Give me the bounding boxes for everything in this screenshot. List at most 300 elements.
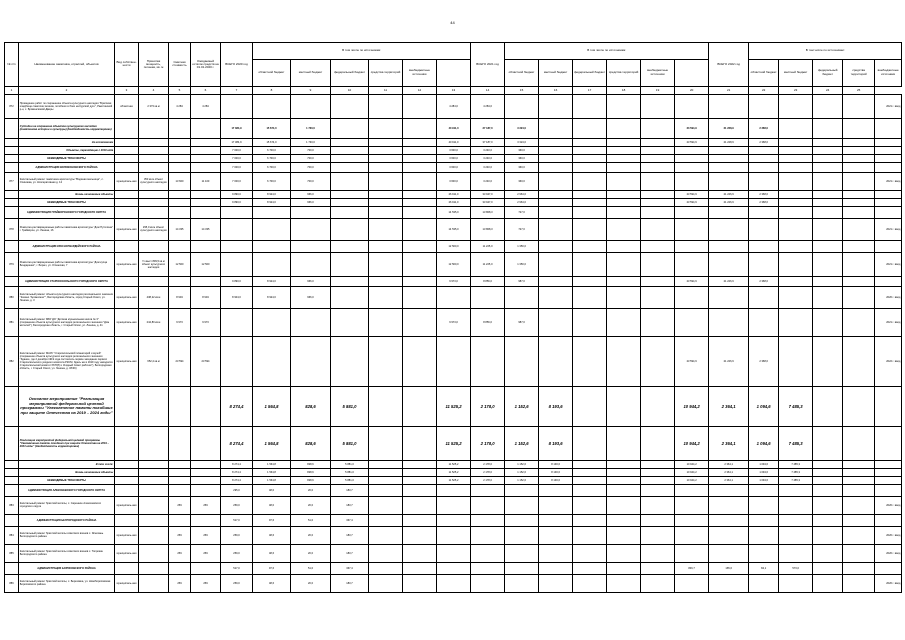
input-cell: 2021 г. ввод xyxy=(875,94,902,118)
input-cell xyxy=(875,476,902,484)
value-cell xyxy=(539,286,573,308)
header-extra: внебюджетные источники xyxy=(641,59,675,86)
value-cell xyxy=(843,94,875,118)
row-number xyxy=(5,276,19,286)
value-cell xyxy=(573,154,607,162)
column-number: 10 xyxy=(331,86,369,94)
value-cell xyxy=(675,484,709,496)
value-cell: 2 178,0 xyxy=(471,460,505,468)
table-row xyxy=(5,162,902,172)
value-cell xyxy=(505,286,539,308)
value-cell xyxy=(539,206,573,218)
value-cell xyxy=(369,514,403,526)
value-cell xyxy=(709,154,749,162)
value-cell xyxy=(641,468,675,476)
table-row xyxy=(5,544,902,562)
value-cell xyxy=(675,154,709,162)
value-cell: 1 094,6 xyxy=(749,476,779,484)
value-cell: 2 364,1 xyxy=(709,426,749,460)
value-cell xyxy=(779,190,813,198)
remaining-cell xyxy=(191,276,221,286)
value-cell xyxy=(709,544,749,562)
value-cell xyxy=(539,308,573,336)
table-body xyxy=(5,94,902,592)
value-cell xyxy=(641,526,675,544)
value-cell xyxy=(369,190,403,198)
value-cell xyxy=(843,240,875,252)
value-cell: 51,0 xyxy=(291,562,331,574)
value-cell xyxy=(403,146,437,154)
cost-cell xyxy=(169,562,191,574)
value-cell: 828,6 xyxy=(291,468,331,476)
cost-cell: 4 284 xyxy=(169,94,191,118)
value-cell: 3 600,0 xyxy=(437,162,471,172)
value-cell: 20,0 xyxy=(291,544,331,562)
remaining-cell xyxy=(191,562,221,574)
value-cell xyxy=(779,574,813,592)
value-cell xyxy=(403,276,437,286)
column-number: 18 xyxy=(607,86,641,94)
value-cell xyxy=(813,386,843,426)
value-cell xyxy=(843,514,875,526)
capacity-cell xyxy=(139,162,169,172)
object-name: АДМИНИСТРАЦИЯ АЛЕКСЕЕВСКОГО ГОРОДСКОГО ОКРУГА xyxy=(19,484,115,496)
input-cell xyxy=(875,206,902,218)
value-cell: 1 564,8 xyxy=(253,386,291,426)
ownership-cell: муниципаль-ная xyxy=(115,252,139,276)
remaining-cell: 259 xyxy=(191,526,221,544)
value-cell xyxy=(505,496,539,514)
remaining-cell: 9 973 xyxy=(191,308,221,336)
value-cell: 966,0 xyxy=(291,190,331,198)
value-cell: 20,0 xyxy=(291,484,331,496)
value-cell xyxy=(471,574,505,592)
column-number: 15 xyxy=(505,86,539,94)
value-cell xyxy=(607,544,641,562)
ownership-cell xyxy=(115,138,139,146)
value-cell: 48,6 xyxy=(253,526,291,544)
value-cell xyxy=(369,286,403,308)
value-cell: 5 881,0 xyxy=(331,476,369,484)
value-cell xyxy=(607,574,641,592)
value-cell xyxy=(813,336,843,386)
value-cell: 7 485,3 xyxy=(779,460,813,468)
value-cell xyxy=(749,162,779,172)
value-cell: 1 350,0 xyxy=(505,252,539,276)
ownership-cell xyxy=(115,276,139,286)
value-cell: 2 364,1 xyxy=(709,476,749,484)
value-cell: 8 904,0 xyxy=(221,286,253,308)
value-cell xyxy=(403,94,437,118)
input-cell xyxy=(875,426,902,460)
cost-cell xyxy=(169,162,191,172)
header-total-2020: ВСЕГО 2020 год xyxy=(221,43,253,87)
object-name: Капитальный ремонт памятника архитектуры "Водяная мельница", с. Осиновка, ул. Кооперативная д. 12 xyxy=(19,172,115,190)
value-cell xyxy=(369,206,403,218)
header-including-2022: В том числе по источникам: xyxy=(749,43,902,60)
table-row xyxy=(5,514,902,526)
table-row xyxy=(5,426,902,460)
column-number: 11 xyxy=(369,86,403,94)
value-cell xyxy=(403,468,437,476)
value-cell: 20,0 xyxy=(291,496,331,514)
remaining-cell xyxy=(191,240,221,252)
capacity-cell xyxy=(139,118,169,138)
value-cell xyxy=(749,218,779,240)
input-cell: 2022 г. ввод xyxy=(875,336,902,386)
capacity-cell xyxy=(139,386,169,426)
value-cell: 4 284,0 xyxy=(471,94,505,118)
value-cell xyxy=(641,218,675,240)
value-cell xyxy=(403,206,437,218)
value-cell xyxy=(471,286,505,308)
value-cell: 5 881,0 xyxy=(331,386,369,426)
value-cell: 183,7 xyxy=(331,544,369,562)
value-cell xyxy=(843,198,875,206)
value-cell xyxy=(779,154,813,162)
value-cell xyxy=(573,138,607,146)
row-number: 883 xyxy=(5,496,19,514)
value-cell: 1 094,6 xyxy=(749,460,779,468)
value-cell xyxy=(813,218,843,240)
input-cell: 2020 г. ввод xyxy=(875,574,902,592)
value-cell xyxy=(607,94,641,118)
value-cell: 40 911,0 xyxy=(437,138,471,146)
column-number: 13 xyxy=(437,86,471,94)
object-name: АДМИНИСТРАЦИЯ ГРАЙВОРОНСКОГО ГОРОДСКОГО ОКРУГА xyxy=(19,206,115,218)
value-cell: 8 924,0 xyxy=(253,198,291,206)
remaining-cell xyxy=(191,146,221,154)
value-cell xyxy=(369,198,403,206)
value-cell: 9 890,0 xyxy=(221,190,253,198)
object-name: Реализация мероприятий федеральной целевой программы "Увековечение памяти погибших при защите Отечества на 2019 – 2024 годы" (Необходимость корректировки) xyxy=(19,426,115,460)
value-cell xyxy=(779,252,813,276)
value-cell: 828,6 xyxy=(291,426,331,460)
value-cell xyxy=(539,252,573,276)
value-cell xyxy=(331,146,369,154)
value-cell xyxy=(403,172,437,190)
value-cell xyxy=(749,574,779,592)
value-cell xyxy=(607,252,641,276)
value-cell: 295,0 xyxy=(221,484,253,496)
value-cell xyxy=(573,544,607,562)
value-cell xyxy=(843,308,875,336)
value-cell xyxy=(573,218,607,240)
value-cell xyxy=(437,484,471,496)
value-cell xyxy=(573,496,607,514)
value-cell: 828,6 xyxy=(291,386,331,426)
value-cell xyxy=(221,94,253,118)
value-cell xyxy=(573,94,607,118)
value-cell: 97,6 xyxy=(253,562,291,574)
row-number xyxy=(5,162,19,172)
value-cell xyxy=(607,386,641,426)
ownership-cell xyxy=(115,190,139,198)
value-cell: 33 947,0 xyxy=(471,198,505,206)
value-cell xyxy=(709,172,749,190)
cost-cell xyxy=(169,154,191,162)
value-cell xyxy=(813,276,843,286)
value-cell xyxy=(403,544,437,562)
ownership-cell xyxy=(115,386,139,426)
value-cell: 10 944,2 xyxy=(675,460,709,468)
value-cell xyxy=(813,308,843,336)
header-extra: внебюджетные источники xyxy=(875,59,902,86)
row-number xyxy=(5,198,19,206)
input-cell xyxy=(875,118,902,138)
value-cell: 360,0 xyxy=(505,154,539,162)
remaining-cell: 259 xyxy=(191,574,221,592)
input-cell xyxy=(875,138,902,146)
value-cell xyxy=(843,252,875,276)
object-name: В том числе: xyxy=(19,460,115,468)
cost-cell xyxy=(169,460,191,468)
value-cell: 23 594,9 xyxy=(675,276,709,286)
value-cell xyxy=(607,190,641,198)
row-number xyxy=(5,476,19,484)
value-cell xyxy=(253,94,291,118)
value-cell xyxy=(221,308,253,336)
value-cell xyxy=(813,544,843,562)
ownership-cell: муниципаль-ная xyxy=(115,526,139,544)
value-cell xyxy=(539,162,573,172)
ownership-cell xyxy=(115,240,139,252)
value-cell xyxy=(369,336,403,386)
column-number: 7 xyxy=(221,86,253,94)
value-cell xyxy=(675,162,709,172)
remaining-cell xyxy=(191,206,221,218)
value-cell xyxy=(403,386,437,426)
value-cell xyxy=(607,460,641,468)
header-row-1 xyxy=(5,43,902,60)
header-total-2022: ВСЕГО 2022 год xyxy=(709,43,749,87)
value-cell: 3 240,0 xyxy=(471,162,505,172)
value-cell xyxy=(539,198,573,206)
remaining-cell: 4 284 xyxy=(191,94,221,118)
value-cell xyxy=(331,138,369,146)
value-cell: 8 924,0 xyxy=(253,286,291,308)
ownership-cell xyxy=(115,162,139,172)
value-cell: 2 178,0 xyxy=(471,476,505,484)
value-cell xyxy=(749,526,779,544)
value-cell: 10 944,2 xyxy=(675,476,709,484)
value-cell: 259,0 xyxy=(221,526,253,544)
input-cell xyxy=(875,386,902,426)
value-cell xyxy=(471,336,505,386)
value-cell xyxy=(641,118,675,138)
value-cell xyxy=(505,336,539,386)
input-cell xyxy=(875,190,902,198)
value-cell: 517,0 xyxy=(221,562,253,574)
capacity-cell xyxy=(139,138,169,146)
cost-cell xyxy=(169,484,191,496)
value-cell xyxy=(437,496,471,514)
value-cell xyxy=(403,562,437,574)
value-cell xyxy=(779,484,813,496)
value-cell xyxy=(749,484,779,496)
value-cell: 367,4 xyxy=(331,514,369,526)
object-name: НЕВВОДИМЫЕ ТРАНСФЕРТЫ xyxy=(19,154,115,162)
row-number xyxy=(5,146,19,154)
value-cell xyxy=(843,154,875,162)
value-cell xyxy=(843,544,875,562)
value-cell xyxy=(607,484,641,496)
row-number: 884 xyxy=(5,526,19,544)
capacity-cell: 295,0 кв.м объект культурного наследия xyxy=(139,218,169,240)
value-cell xyxy=(843,138,875,146)
value-cell xyxy=(331,336,369,386)
remaining-cell: 23 594 xyxy=(191,336,221,386)
input-cell: 2021 г. ввод xyxy=(875,308,902,336)
remaining-cell: 259 xyxy=(191,496,221,514)
value-cell: 20,0 xyxy=(291,526,331,544)
table-row xyxy=(5,198,902,206)
value-cell xyxy=(573,336,607,386)
value-cell: 5 881,0 xyxy=(331,426,369,460)
value-cell xyxy=(779,146,813,154)
value-cell: 15 674,0 xyxy=(253,138,291,146)
header-num: № п/п xyxy=(5,43,19,87)
object-name: АДМИНИСТРАЦИЯ БЕЛГОРОДСКОГО РАЙОНА xyxy=(19,514,115,526)
table-row xyxy=(5,252,902,276)
header-ownership: Вид собствен-ности xyxy=(115,43,139,87)
object-name: Вновь начинаемые объекты xyxy=(19,190,115,198)
value-cell xyxy=(291,308,331,336)
value-cell xyxy=(641,562,675,574)
remaining-cell xyxy=(191,468,221,476)
value-cell xyxy=(539,484,573,496)
value-cell xyxy=(813,562,843,574)
value-cell xyxy=(403,286,437,308)
value-cell: 8 193,6 xyxy=(539,460,573,468)
header-local: местный бюджет xyxy=(291,59,331,86)
cost-cell: 259 xyxy=(169,496,191,514)
object-name: Капитальный ремонт братской могилы, с. Саренное Алексеевского городского округа xyxy=(19,496,115,514)
value-cell xyxy=(369,118,403,138)
cost-cell xyxy=(169,476,191,484)
value-cell xyxy=(539,544,573,562)
value-cell xyxy=(843,526,875,544)
row-number xyxy=(5,154,19,162)
value-cell: 1 152,6 xyxy=(505,426,539,460)
value-cell xyxy=(843,562,875,574)
value-cell xyxy=(709,496,749,514)
value-cell xyxy=(403,198,437,206)
object-name: Ремонтно-реставрационные работы памятника архитектуры "Дом купца Бондаренко", г. Бирюч, ул. Успенская, 7 xyxy=(19,252,115,276)
value-cell xyxy=(539,154,573,162)
value-cell: 6 700,0 xyxy=(253,172,291,190)
object-name: АДМИНИСТРАЦИЯ БОРИСОВСКОГО РАЙОНА xyxy=(19,562,115,574)
value-cell: 23 594,9 xyxy=(675,336,709,386)
value-cell xyxy=(843,218,875,240)
cost-cell xyxy=(169,138,191,146)
remaining-cell xyxy=(191,476,221,484)
row-number xyxy=(5,426,19,460)
object-name: Вновь начинаемые объекты xyxy=(19,468,115,476)
value-cell xyxy=(437,336,471,386)
value-cell: 23 594,9 xyxy=(675,118,709,138)
input-cell xyxy=(875,562,902,574)
cost-cell xyxy=(169,468,191,476)
header-regional: областной бюджет xyxy=(253,59,291,86)
column-number: 9 xyxy=(291,86,331,94)
remaining-cell: 8 904 xyxy=(191,286,221,308)
value-cell: 2 368,0 xyxy=(749,198,779,206)
value-cell xyxy=(331,240,369,252)
value-cell: 26 911,0 xyxy=(437,198,471,206)
value-cell xyxy=(607,468,641,476)
value-cell xyxy=(331,206,369,218)
value-cell: 3 240,0 xyxy=(471,146,505,154)
value-cell: 9 890,0 xyxy=(221,276,253,286)
row-number xyxy=(5,484,19,496)
value-cell: 1 350,0 xyxy=(505,240,539,252)
value-cell xyxy=(779,206,813,218)
value-cell xyxy=(779,118,813,138)
value-cell xyxy=(779,286,813,308)
value-cell: 1 094,6 xyxy=(749,468,779,476)
column-number: 3 xyxy=(115,86,139,94)
value-cell xyxy=(813,118,843,138)
value-cell: 23 594,9 xyxy=(675,138,709,146)
value-cell xyxy=(403,240,437,252)
input-cell xyxy=(875,468,902,476)
value-cell xyxy=(709,146,749,154)
value-cell xyxy=(641,476,675,484)
value-cell: 2 368,0 xyxy=(749,336,779,386)
cost-cell: 12 500 xyxy=(169,252,191,276)
capacity-cell xyxy=(139,154,169,162)
remaining-cell xyxy=(191,514,221,526)
value-cell: 2 368,0 xyxy=(749,138,779,146)
value-cell: 966,0 xyxy=(291,286,331,308)
value-cell xyxy=(641,336,675,386)
ownership-cell: муниципаль-ная xyxy=(115,218,139,240)
value-cell xyxy=(813,94,843,118)
value-cell xyxy=(813,496,843,514)
value-cell xyxy=(403,118,437,138)
capacity-cell xyxy=(139,198,169,206)
value-cell xyxy=(331,94,369,118)
ownership-cell: муниципаль-ная xyxy=(115,574,139,592)
value-cell: 1 094,6 xyxy=(749,426,779,460)
remaining-cell xyxy=(191,386,221,426)
remaining-cell xyxy=(191,154,221,162)
value-cell xyxy=(573,252,607,276)
value-cell: 17 384,9 xyxy=(221,138,253,146)
value-cell xyxy=(369,526,403,544)
value-cell xyxy=(641,162,675,172)
value-cell xyxy=(539,190,573,198)
value-cell: 6 700,0 xyxy=(253,146,291,154)
value-cell: 8 193,6 xyxy=(539,426,573,460)
value-cell: 1 094,6 xyxy=(749,386,779,426)
header-local: местный бюджет xyxy=(539,59,573,86)
value-cell: 828,6 xyxy=(291,476,331,484)
value-cell xyxy=(607,496,641,514)
value-cell: 2 364,1 xyxy=(709,468,749,476)
capacity-cell xyxy=(139,574,169,592)
value-cell xyxy=(403,162,437,172)
header-empty xyxy=(675,59,709,86)
value-cell xyxy=(369,94,403,118)
header-including-2021: В том числе по источникам: xyxy=(505,43,709,60)
capacity-cell: 2 373 кв.м xyxy=(139,94,169,118)
value-cell xyxy=(749,240,779,252)
value-cell xyxy=(331,308,369,336)
table-row xyxy=(5,308,902,336)
value-cell xyxy=(675,496,709,514)
